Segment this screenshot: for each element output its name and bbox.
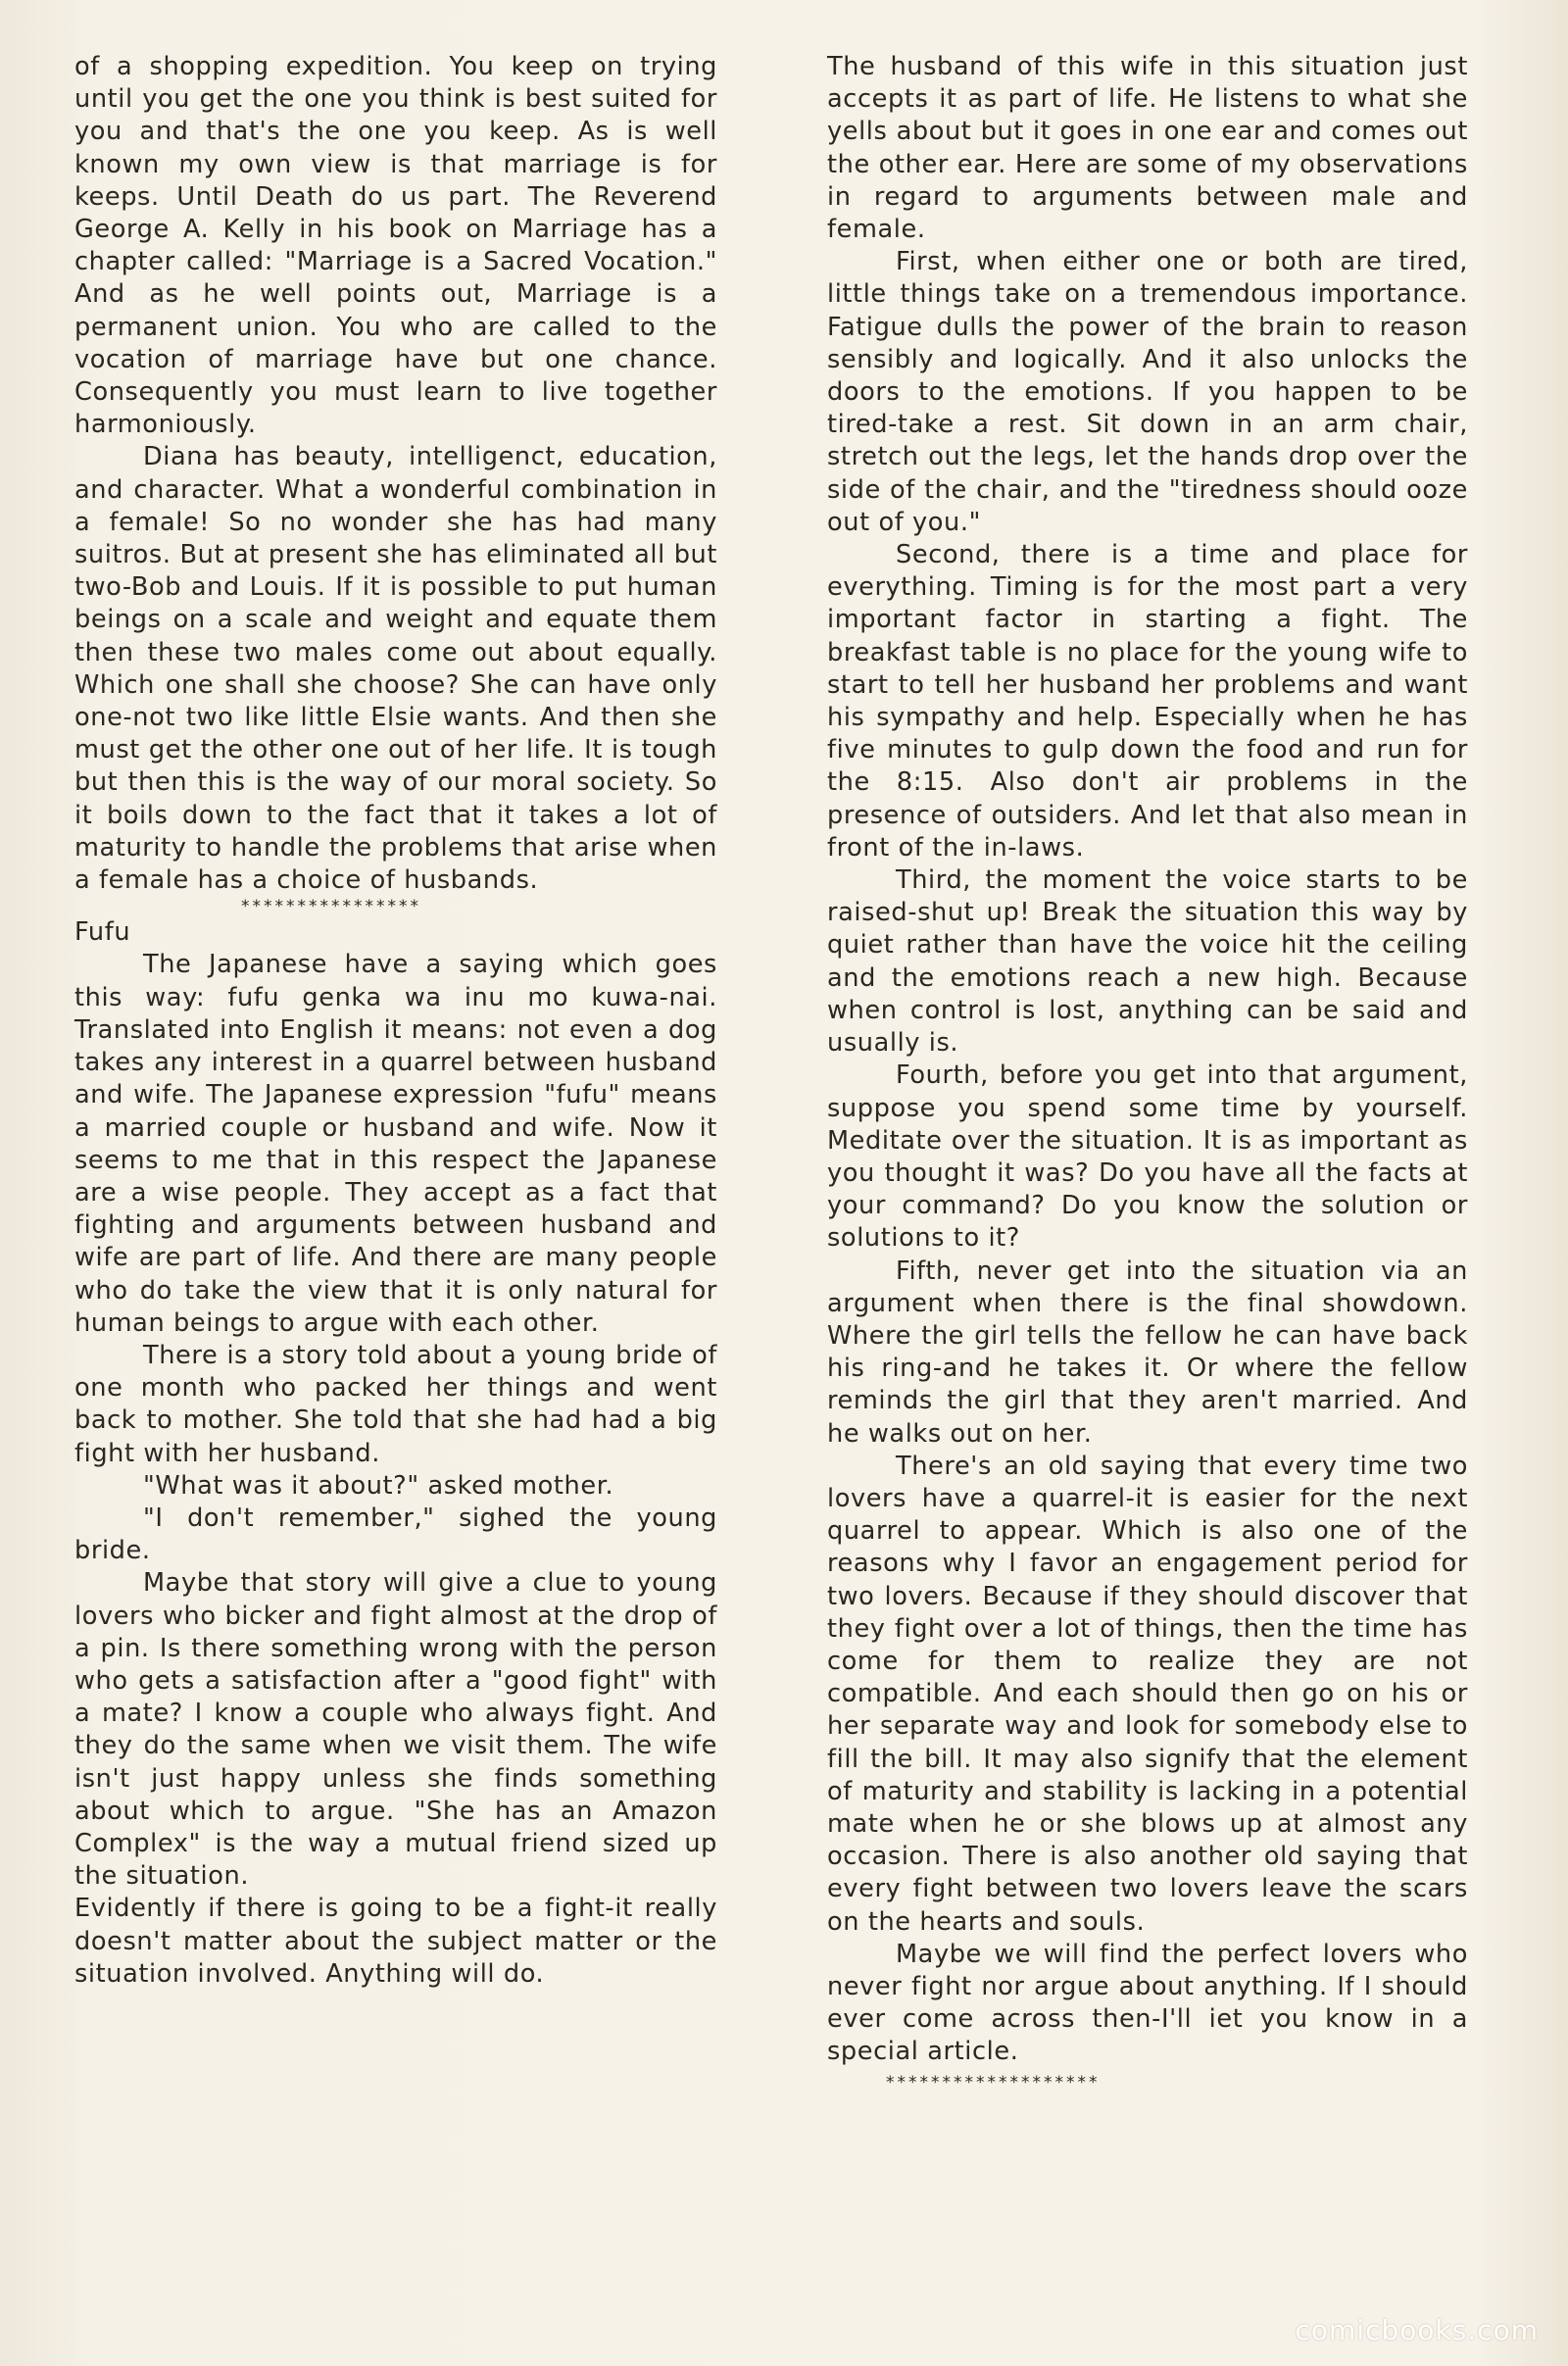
right-column (827, 51, 1468, 2093)
paragraph-bicker: Maybe that story will give a clue to young lovers who bicker and fight almost at the drop of a pin. Is there something wrong with the person who gets a satisfaction after a "good fight" with a mate? I know a couple who always fight. And they do the same when we visit them. The wife isn't just happy unless she finds something about which to argue. "She has an Amazon Complex" is the way a mutual friend sized up the situation. (74, 1568, 717, 1892)
paragraph-old-saying: There's an old saying that every time two lovers have a quarrel-it is easier for the next quarrel to appear. Which is also one of the reasons why I favor an engagement period for two lovers. Because if they should discover that they fight over a lot of things, then the time has come for them to realize they are not compatible. And each should then go on his or her separate way and look for somebody else to fill the bill. It may also signify that the element of maturity and stability is lacking in a potential mate when he or she blows up at almost any occasion. There is also another old saying that every fight between two lovers leave the scars on the hearts and souls. (827, 1451, 1468, 1937)
watermark: comicbooks.com (1295, 2314, 1539, 2346)
paragraph-marriage-vocation: of a shopping expedition. You keep on trying until you get the one you think is best suited for you and that's the one you keep. As is well known my own view is that marriage is for keeps. Until Death do us part. The Reverend George A. Kelly in his book on Marriage has a chapter called: "Marriage is a Sacred Vocation." And as he well points out, Marriage is a permanent union. You who are called to the vocation of marriage have but one chance. Consequently you must learn to live together harmoniously. (74, 52, 717, 440)
section-heading-fufu: Fufu (74, 917, 131, 948)
paragraph-evidently: Evidently if there is going to be a fight-it really doesn't matter about the subject matter or the situation involved. Anything will do. (74, 1894, 717, 1989)
paragraph-third-voice: Third, the moment the voice starts to be raised-shut up! Break the situation this way by quiet rather than have the voice hit the ceiling and the emotions reach a new high. Because when control is lost, anything can be said and usually is. (827, 865, 1468, 1059)
paragraph-fourth-meditate: Fourth, before you get into that argument, suppose you spend some time by yourself. Meditate over the situation. It is as important as you thought it was? Do you have all the facts at your command? Do you know the solution or solutions to it? (827, 1060, 1468, 1254)
section-divider: **************** (241, 897, 421, 917)
paragraph-first-tired: First, when either one or both are tired, little things take on a tremendous importance. Fatigue dulls the power of the brain to reason sensibly and logically. And it also unlocks the doors to the emotions. If you happen to be tired-take a rest. Sit down in an arm chair, stretch out the legs, let the hands drop over the side of the chair, and the "tiredness should ooze out of you." (827, 247, 1468, 537)
paragraph-young-bride: There is a story told about a young bride of one month who packed her things and went back to mother. She told that she had had a big fight with her husband. (74, 1340, 717, 1468)
paragraph-bride-answer: "I don't remember," sighed the young bride. (74, 1503, 717, 1566)
paragraph-perfect-lovers: Maybe we will find the perfect lovers who never fight nor argue about anything. If I should ever come across then-I'll iet you know in a special article. (827, 1939, 1468, 2067)
paragraph-diana: Diana has beauty, intelligenct, education, and character. What a wonderful combination in a female! So no wonder she has had many suitros. But at present she has eliminated all but two-Bob and Louis. If it is possible to put human beings on a scale and weight and equate them then these two males come out about equally. Which one shall she choose? She can have only one-not two like little Elsie wants. And then she must get the other one out of her life. It is tough but then this is the way of our moral society. So it boils down to the fact that it takes a lot of maturity to handle the problems that arise when a female has a choice of husbands. (74, 442, 717, 896)
end-divider: ******************* (886, 2072, 1101, 2093)
paragraph-fifth-showdown: Fifth, never get into the situation via an argument when there is the final showdown. Where the girl tells the fellow he can have back his ring-and he takes it. Or where the fellow reminds the girl that they aren't married. And he walks out on her. (827, 1256, 1468, 1449)
paragraph-second-timing: Second, there is a time and place for everything. Timing is for the most part a very important factor in starting a fight. The breakfast table is no place for the young wife to start to tell her husband her problems and want his sympathy and help. Especially when he has five minutes to gulp down the food and run for the 8:15. Also don't air problems in the presence of outsiders. And let that also mean in front of the in-laws. (827, 540, 1468, 863)
paragraph-japanese-saying: The Japanese have a saying which goes this way: fufu genka wa inu mo kuwa-nai. Translated into English it means: not even a dog takes any interest in a quarrel between husband and wife. The Japanese expression "fufu" means a married couple or husband and wife. Now it seems to me that in this respect the Japanese are a wise people. They accept as a fact that fighting and arguments between husband and wife are part of life. And there are many people who do take the view that it is only natural for human beings to argue with each other. (74, 950, 717, 1338)
paragraph-mother-question: "What was it about?" asked mother. (143, 1470, 614, 1501)
left-column (74, 51, 717, 1991)
paragraph-husband-accepts: The husband of this wife in this situation just accepts it as part of life. He listens to what she yells about but it goes in one ear and comes out the other ear. Here are some of my observations in regard to arguments between male and female. (827, 52, 1468, 245)
